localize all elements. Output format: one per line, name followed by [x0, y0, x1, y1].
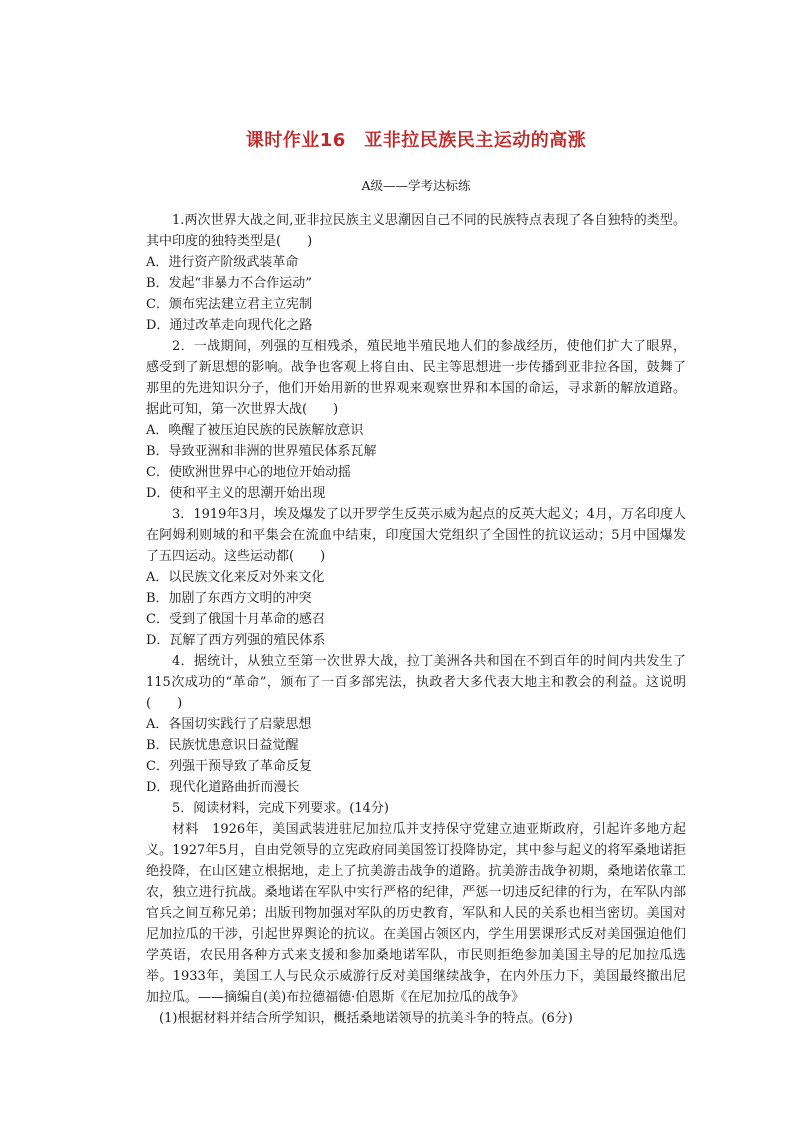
question-2	[146, 336, 686, 504]
option-c: C．颁布宪法建立君主立宪制	[146, 297, 312, 312]
question-stem: 3．1919年3月，埃及爆发了以开罗学生反英示威为起点的反英大起义；4月，万名印度人在阿姆利则城的和平集会在流血中结束，印度国大党组织了全国性的抗议运动；5月中国爆发了五四运动。这些运动都( )	[146, 507, 686, 564]
page-title: 课时作业16 亚非拉民族民主运动的高涨	[245, 130, 587, 151]
option-a: A．以民族文化来反对外来文化	[146, 570, 325, 585]
option-b: B．发起“非暴力不合作运动”	[146, 276, 312, 291]
option-d: D．瓦解了西方列强的殖民体系	[146, 633, 326, 648]
section-heading: A级——学考达标练	[361, 178, 471, 193]
reading-material: 材料 1926年，美国武装进驻尼加拉瓜并支持保守党建立迪亚斯政府，引起许多地方起义。1927年5月，自由党领导的立宪政府同美国签订投降协定，其中参与起义的将军桑地诺拒绝投降，在山区建立根据地，走上了抗美游击战争的道路。抗美游击战争初期，桑地诺依靠工农，独立进行抗战。桑地诺在军队中实行严格的纪律，严惩一切违反纪律的行为，在军队内部官兵之间互称兄弟；出版刊物加强对军队的历史教育，军队和人民的关系也相当密切。美国对尼加拉瓜的干涉，引起世界舆论的抗议。在美国占领区内，学生用罢课形式反对美国强迫他们学英语，农民用各种方式来支援和参加桑地诺军队，市民则拒绝参加美国主导的尼加拉瓜选举。1933年，美国工人与民众示威游行反对美国继续战争，在内外压力下，美国最终撤出尼加拉瓜。——摘编自(美)布拉德福德·伯恩斯《在尼加拉瓜的战争》	[146, 822, 686, 1005]
option-a: A．唤醒了被压迫民族的民族解放意识	[146, 423, 364, 438]
question-3	[146, 504, 686, 651]
question-5	[146, 798, 686, 1029]
option-b: B．民族忧患意识日益觉醒	[146, 738, 299, 753]
option-b: B．导致亚洲和非洲的世界殖民体系瓦解	[146, 444, 377, 459]
question-stem: 5．阅读材料，完成下列要求。(14分)	[172, 801, 389, 816]
option-d: D．通过改革走向现代化之路	[146, 318, 313, 333]
option-b: B．加剧了东西方文明的冲突	[146, 591, 312, 606]
sub-question-1: (1)根据材料并结合所学知识，概括桑地诺领导的抗美斗争的特点。(6分)	[159, 1011, 573, 1026]
option-a: A．进行资产阶级武装革命	[146, 255, 299, 270]
option-c: C．受到了俄国十月革命的感召	[146, 612, 325, 627]
question-1	[146, 210, 686, 336]
option-c: C．列强干预导致了革命反复	[146, 759, 312, 774]
question-stem: 4．据统计，从独立至第一次世界大战，拉丁美洲各共和国在不到百年的时间内共发生了115次成功的“革命”，颁布了一百多部宪法，执政者大多代表大地主和教会的利益。这说明( )	[146, 654, 686, 711]
question-stem: 2．一战期间，列强的互相残杀，殖民地半殖民地人们的参战经历，使他们扩大了眼界，感受到了新思想的影响。战争也客观上将自由、民主等思想进一步传播到亚非拉各国，鼓舞了那里的先进知识分子，他们开始用新的世界观来观察世界和本国的命运，寻求新的解放道路。据此可知，第一次世界大战( )	[146, 339, 686, 417]
option-d: D．现代化道路曲折而漫长	[146, 780, 300, 795]
option-a: A．各国切实践行了启蒙思想	[146, 717, 312, 732]
option-c: C．使欧洲世界中心的地位开始动摇	[146, 465, 351, 480]
question-stem: 1.两次世界大战之间,亚非拉民族主义思潮因自己不同的民族特点表现了各自独特的类型。其中印度的独特类型是( )	[146, 213, 686, 249]
question-list	[146, 210, 686, 1029]
question-4	[146, 651, 686, 798]
option-d: D．使和平主义的思潮开始出现	[146, 486, 326, 501]
